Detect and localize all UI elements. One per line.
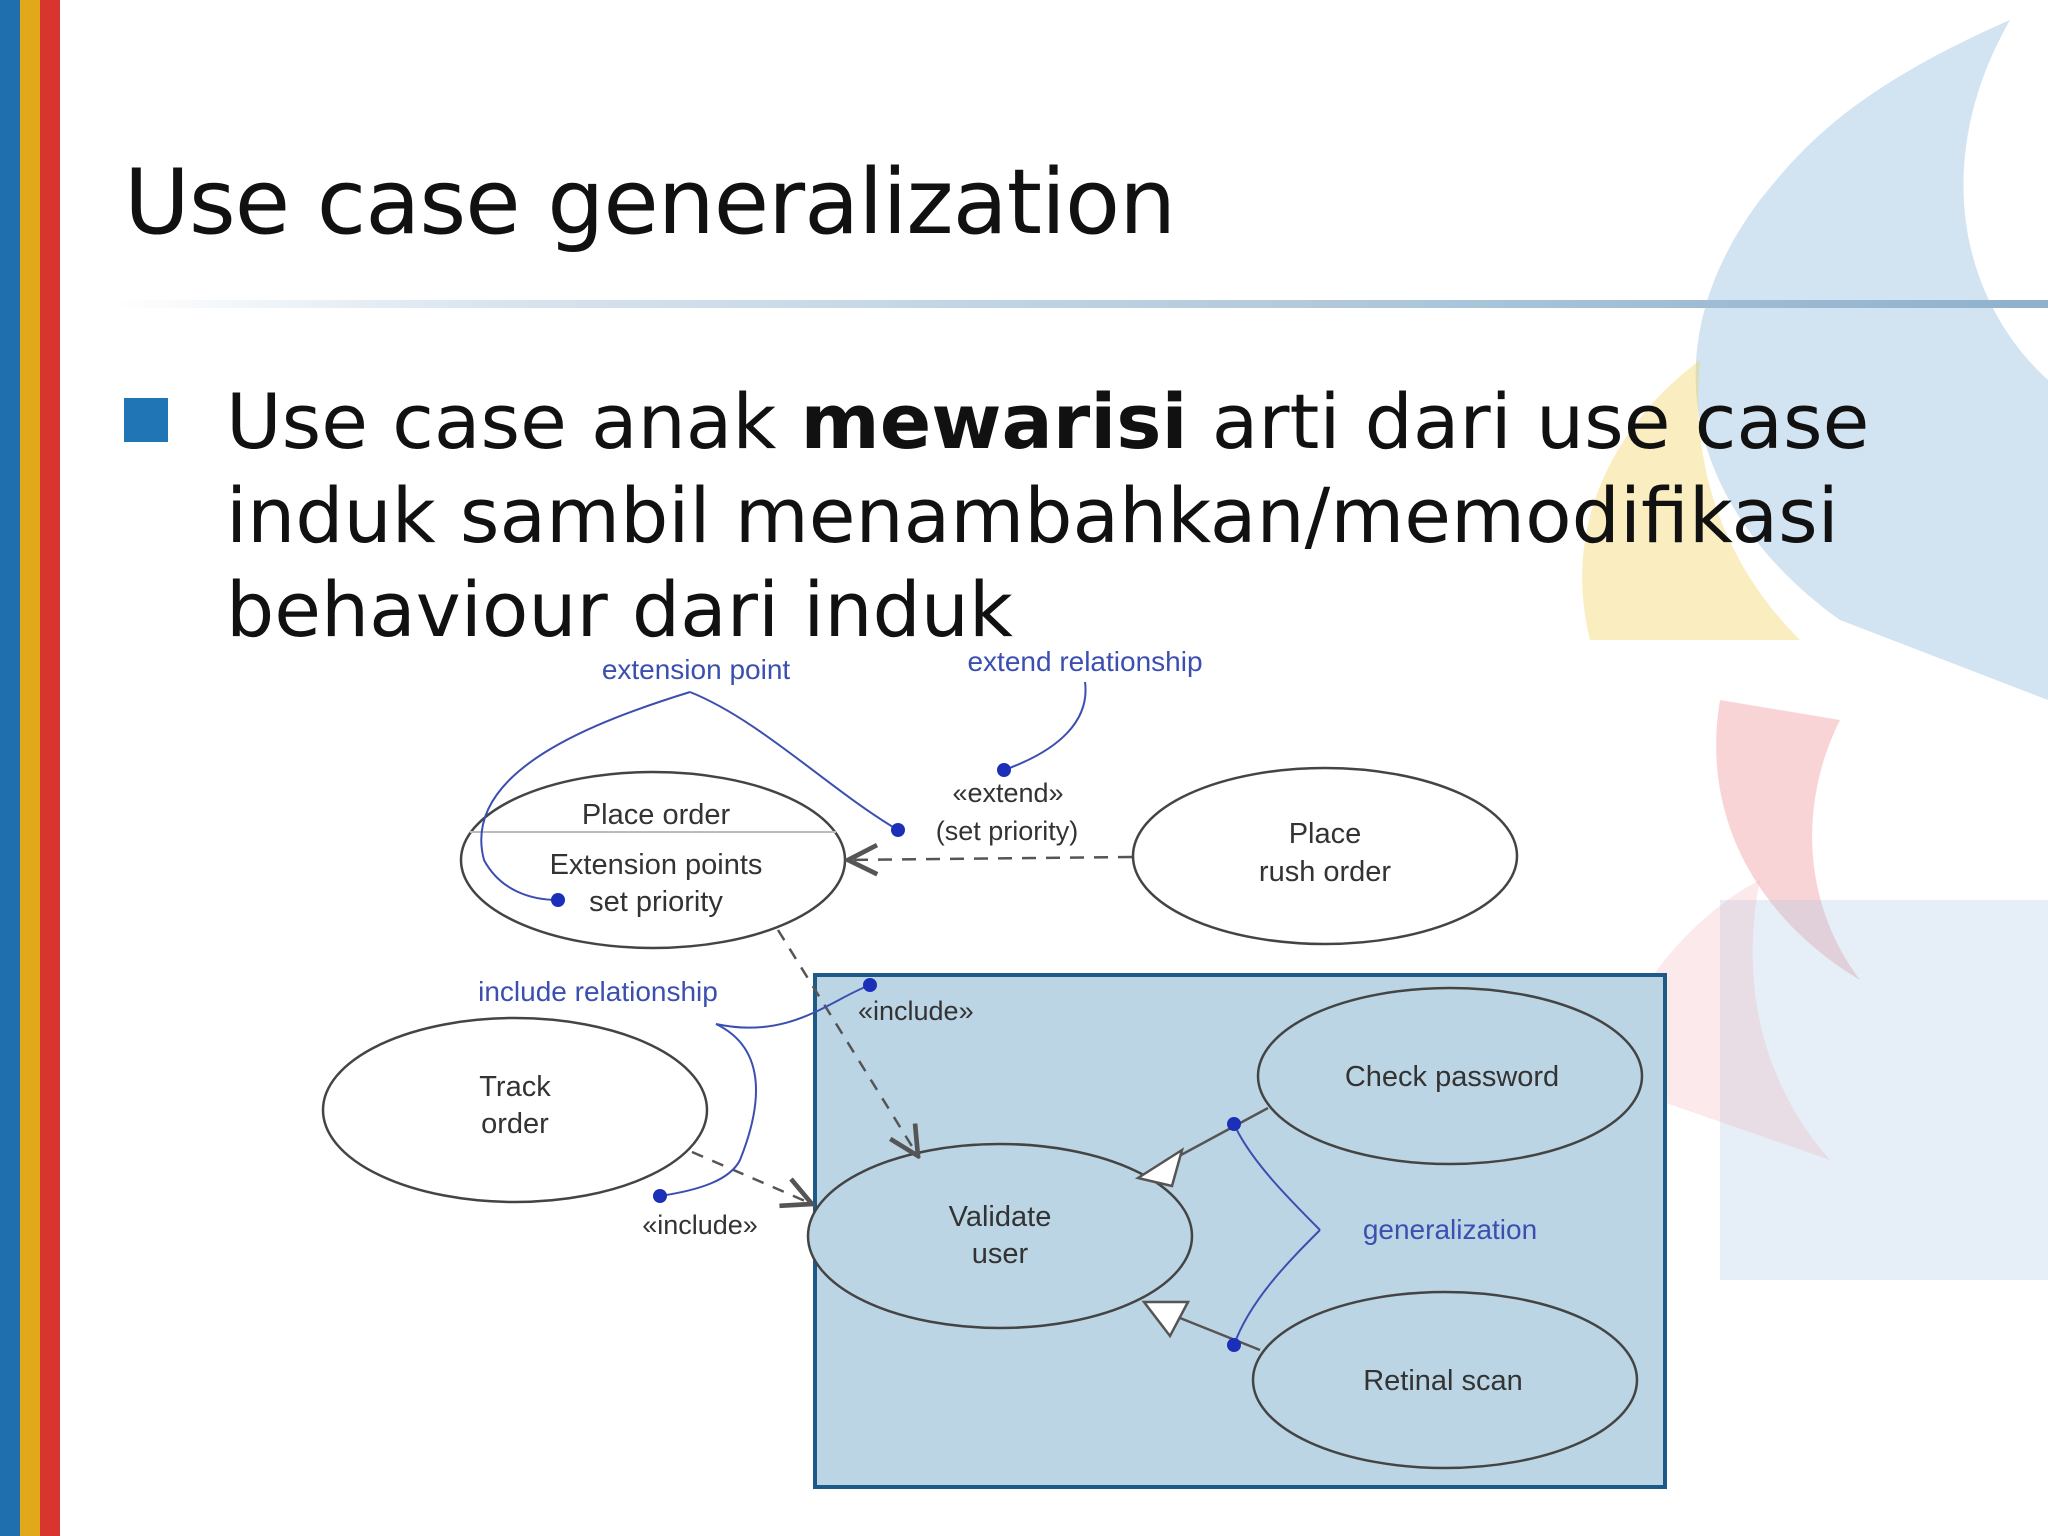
place-order-extension-header: Extension points	[549, 849, 763, 881]
bullet-text-bold: mewarisi	[800, 377, 1188, 466]
bullet-text-end: arti dari use case induk sambil menambahkan/memodifikasi behaviour dari induk	[226, 377, 1870, 654]
annotation-extend-relationship: extend relationship	[967, 646, 1203, 677]
extend-relationship-callout	[1004, 682, 1086, 770]
check-password-name: Check password	[1344, 1061, 1560, 1093]
bullet-text-start: Use case anak	[226, 377, 801, 466]
annotation-generalization: generalization	[1362, 1214, 1538, 1245]
use-case-validate-user	[808, 1144, 1192, 1328]
extend-arrow	[848, 857, 1132, 860]
dot-extend-stereotype	[997, 763, 1011, 777]
annotation-include-relationship: include relationship	[478, 976, 718, 1007]
slide-title: Use case generalization	[124, 150, 1176, 255]
dot-include-bottom	[653, 1189, 667, 1203]
annotation-extension-point: extension point	[601, 654, 791, 685]
place-rush-order-line2: rush order	[1258, 856, 1392, 888]
dot-extension-condition	[891, 823, 905, 837]
dot-generalization-bottom	[1227, 1338, 1241, 1352]
dot-include-top	[863, 978, 877, 992]
include-arrow-from-track-order	[692, 1152, 812, 1204]
validate-user-line2: user	[971, 1238, 1029, 1270]
dot-generalization-top	[1227, 1117, 1241, 1131]
include-stereotype-top: «include»	[858, 996, 974, 1026]
extend-stereotype: «extend»	[952, 778, 1064, 808]
place-rush-order-line1: Place	[1288, 818, 1362, 850]
place-order-extension-point: set priority	[589, 886, 723, 918]
include-stereotype-bottom: «include»	[642, 1210, 758, 1240]
extend-condition: (set priority)	[935, 816, 1079, 846]
dot-extension-point	[551, 893, 565, 907]
place-order-name: Place order	[581, 799, 731, 831]
validate-user-line1: Validate	[948, 1201, 1052, 1233]
track-order-line2: order	[481, 1108, 549, 1140]
retinal-scan-name: Retinal scan	[1363, 1365, 1523, 1397]
track-order-line1: Track	[479, 1071, 551, 1103]
